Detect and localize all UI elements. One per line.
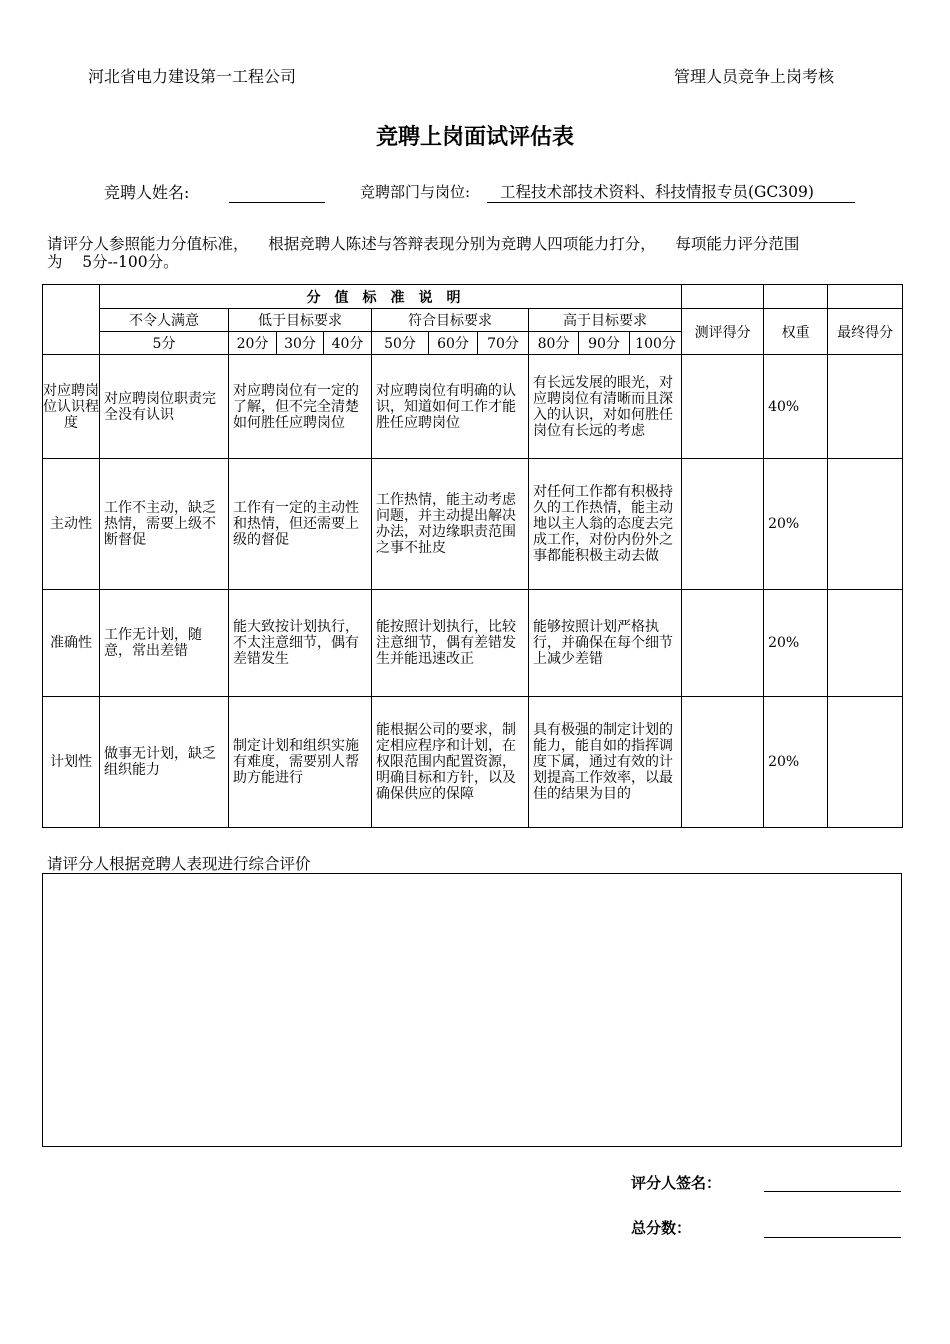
- table-row: [43, 590, 903, 697]
- points-70: 70分: [478, 332, 529, 355]
- final-score-cell[interactable]: [828, 459, 903, 590]
- row-label: 准确性: [43, 590, 100, 697]
- desc-meets-target: 工作热情，能主动考虑问题，并主动提出解决办法，对边缘职责范围之事不扯皮: [372, 459, 529, 590]
- score-cell[interactable]: [682, 697, 764, 828]
- comment-label: 请评分人根据竞聘人表现进行综合评价: [47, 855, 311, 873]
- final-score-cell[interactable]: [828, 697, 903, 828]
- col-score: 测评得分: [682, 309, 764, 355]
- total-score-label: 总分数：: [631, 1219, 692, 1237]
- points-100: 100分: [630, 332, 682, 355]
- desc-meets-target: 对应聘岗位有明确的认识，知道如何工作才能胜任应聘岗位: [372, 355, 529, 459]
- points-5: 5分: [100, 332, 229, 355]
- points-90: 90分: [579, 332, 630, 355]
- row-label: 计划性: [43, 697, 100, 828]
- desc-meets-target: 能按照计划执行，比较注意细节，偶有差错发生并能迅速改正: [372, 590, 529, 697]
- header-weight-top: [764, 285, 828, 309]
- candidate-name-label: 竞聘人姓名:: [104, 183, 190, 202]
- score-cell[interactable]: [682, 590, 764, 697]
- table-row: [43, 697, 903, 828]
- document-type: 管理人员竞争上岗考核: [674, 67, 835, 86]
- level-unsatisfactory: 不令人满意: [100, 309, 229, 332]
- desc-below-target: 能大致按计划执行，不太注意细节，偶有差错发生: [229, 590, 372, 697]
- desc-below-target: 对应聘岗位有一定的了解，但不完全清楚如何胜任应聘岗位: [229, 355, 372, 459]
- points-50: 50分: [372, 332, 429, 355]
- header-row-1: [43, 285, 903, 309]
- final-score-cell[interactable]: [828, 355, 903, 459]
- position-value: 工程技术部技术资料、科技情报专员(GC309): [500, 183, 814, 201]
- desc-below-target: 工作有一定的主动性和热情，但还需要上级的督促: [229, 459, 372, 590]
- instructions-line-1: 请评分人参照能力分值标准， 根据竞聘人陈述与答辩表现分别为竞聘人四项能力打分， 每项能力评分范围: [47, 235, 800, 253]
- total-score-field[interactable]: [764, 1218, 901, 1238]
- table-row: [43, 355, 903, 459]
- weight-cell: 40%: [764, 355, 828, 459]
- desc-above-target: 能够按照计划严格执行，并确保在每个细节上减少差错: [529, 590, 682, 697]
- desc-above-target: 对任何工作都有积极持久的工作热情，能主动地以主人翁的态度去完成工作，对份内份外之事都能积极主动去做: [529, 459, 682, 590]
- header-final-top: [828, 285, 903, 309]
- desc-unsatisfactory: 工作不主动，缺乏热情，需要上级不断督促: [100, 459, 229, 590]
- position-label: 竞聘部门与岗位:: [360, 183, 471, 201]
- level-above-target: 高于目标要求: [529, 309, 682, 332]
- header-row-2: [43, 309, 903, 332]
- col-final: 最终得分: [828, 309, 903, 355]
- company-name: 河北省电力建设第一工程公司: [88, 67, 297, 86]
- desc-unsatisfactory: 工作无计划，随意，常出差错: [100, 590, 229, 697]
- score-cell[interactable]: [682, 459, 764, 590]
- row-label: 对应聘岗位认识程度: [43, 355, 100, 459]
- desc-below-target: 制定计划和组织实施有难度，需要别人帮助方能进行: [229, 697, 372, 828]
- desc-unsatisfactory: 对应聘岗位职责完全没有认识: [100, 355, 229, 459]
- weight-cell: 20%: [764, 590, 828, 697]
- instructions: [47, 235, 897, 271]
- position-field[interactable]: [487, 180, 855, 203]
- table-row: [43, 459, 903, 590]
- desc-above-target: 具有极强的制定计划的能力，能自如的指挥调度下属，通过有效的计划提高工作效率，以最佳的结果为目的: [529, 697, 682, 828]
- header-score-top: [682, 285, 764, 309]
- desc-meets-target: 能根据公司的要求，制定相应程序和计划，在权限范围内配置资源，明确目标和方针，以及确保供应的保障: [372, 697, 529, 828]
- level-below-target: 低于目标要求: [229, 309, 372, 332]
- final-score-cell[interactable]: [828, 590, 903, 697]
- points-30: 30分: [277, 332, 324, 355]
- points-60: 60分: [429, 332, 478, 355]
- points-40: 40分: [324, 332, 372, 355]
- score-cell[interactable]: [682, 355, 764, 459]
- instructions-line-2: 为 5分--100分。: [47, 253, 179, 271]
- points-20: 20分: [229, 332, 277, 355]
- weight-cell: 20%: [764, 459, 828, 590]
- weight-cell: 20%: [764, 697, 828, 828]
- comment-textarea[interactable]: [42, 873, 902, 1147]
- desc-unsatisfactory: 做事无计划，缺乏组织能力: [100, 697, 229, 828]
- signature-label: 评分人签名：: [631, 1174, 722, 1192]
- candidate-name-field[interactable]: [229, 183, 325, 203]
- section-header: 分值标准说明: [100, 285, 682, 309]
- points-80: 80分: [529, 332, 579, 355]
- level-meets-target: 符合目标要求: [372, 309, 529, 332]
- signature-field[interactable]: [764, 1172, 901, 1192]
- page-title: 竞聘上岗面试评估表: [375, 124, 574, 150]
- row-label-header: [43, 285, 100, 355]
- col-weight: 权重: [764, 309, 828, 355]
- evaluation-table: [42, 284, 903, 828]
- row-label: 主动性: [43, 459, 100, 590]
- desc-above-target: 有长远发展的眼光，对应聘岗位有清晰而且深入的认识，对如何胜任岗位有长远的考虑: [529, 355, 682, 459]
